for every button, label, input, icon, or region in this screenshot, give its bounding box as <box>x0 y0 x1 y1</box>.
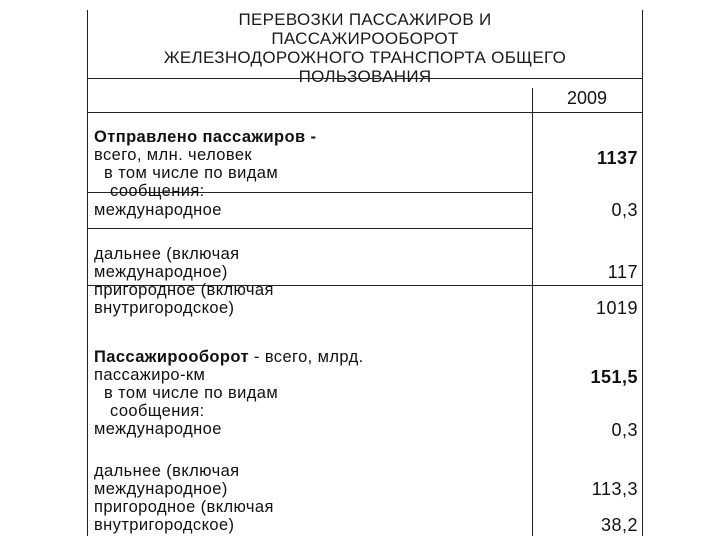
passengers-international-label: международное <box>94 201 222 219</box>
turnover-total-value: 151,5 <box>590 367 638 387</box>
passengers-total-value: 1137 <box>596 148 638 168</box>
passengers-international-value: 0,3 <box>611 200 638 220</box>
statistics-table <box>87 10 643 536</box>
turnover-suburban-value: 38,2 <box>600 515 638 535</box>
rule-under-title <box>88 78 642 79</box>
table-title <box>88 10 642 86</box>
passengers-heading-line-2: всего, млн. человек <box>94 146 253 164</box>
title-line-3: ЖЕЛЕЗНОДОРОЖНОГО ТРАНСПОРТА ОБЩЕГО <box>163 48 567 67</box>
passengers-long-distance-line-2: международное) <box>94 263 228 281</box>
year-header: 2009 <box>566 88 608 108</box>
title-line-4: ПОЛЬЗОВАНИЯ <box>298 67 432 86</box>
turnover-sub-line-1: в том числе по видам <box>104 384 279 402</box>
turnover-international-label: международное <box>94 420 222 438</box>
turnover-heading-bold: Пассажирооборот <box>94 348 249 366</box>
turnover-heading <box>94 348 364 366</box>
passengers-long-distance-line-1: дальнее (включая <box>94 245 240 263</box>
turnover-sub-line-2: сообщения: <box>110 402 205 420</box>
turnover-suburban-line-2: внутригородское) <box>94 516 235 534</box>
turnover-suburban-line-1: пригородное (включая <box>94 498 274 516</box>
passengers-suburban-line-1: пригородное (включая <box>94 281 274 299</box>
passengers-long-distance-value: 117 <box>607 262 638 282</box>
passengers-suburban-value: 1019 <box>595 298 638 318</box>
turnover-heading-rest: - всего, млрд. <box>248 348 364 366</box>
rule-under-year <box>88 112 642 113</box>
passengers-sub-line-1: в том числе по видам <box>104 164 279 182</box>
title-line-2: ПАССАЖИРООБОРОТ <box>271 29 459 48</box>
passengers-sub-line-2: сообщения: <box>110 182 205 200</box>
passengers-suburban-line-2: внутригородское) <box>94 299 235 317</box>
column-divider <box>532 88 533 536</box>
turnover-heading-line-2: пассажиро-км <box>94 366 206 384</box>
passengers-heading: Отправлено пассажиров - <box>94 128 317 146</box>
rule-after-international <box>88 228 532 229</box>
turnover-international-value: 0,3 <box>611 420 638 440</box>
turnover-long-distance-value: 113,3 <box>591 479 638 499</box>
turnover-long-distance-line-2: международное) <box>94 480 228 498</box>
turnover-long-distance-line-1: дальнее (включая <box>94 462 240 480</box>
title-line-1: ПЕРЕВОЗКИ ПАССАЖИРОВ И <box>238 10 492 29</box>
